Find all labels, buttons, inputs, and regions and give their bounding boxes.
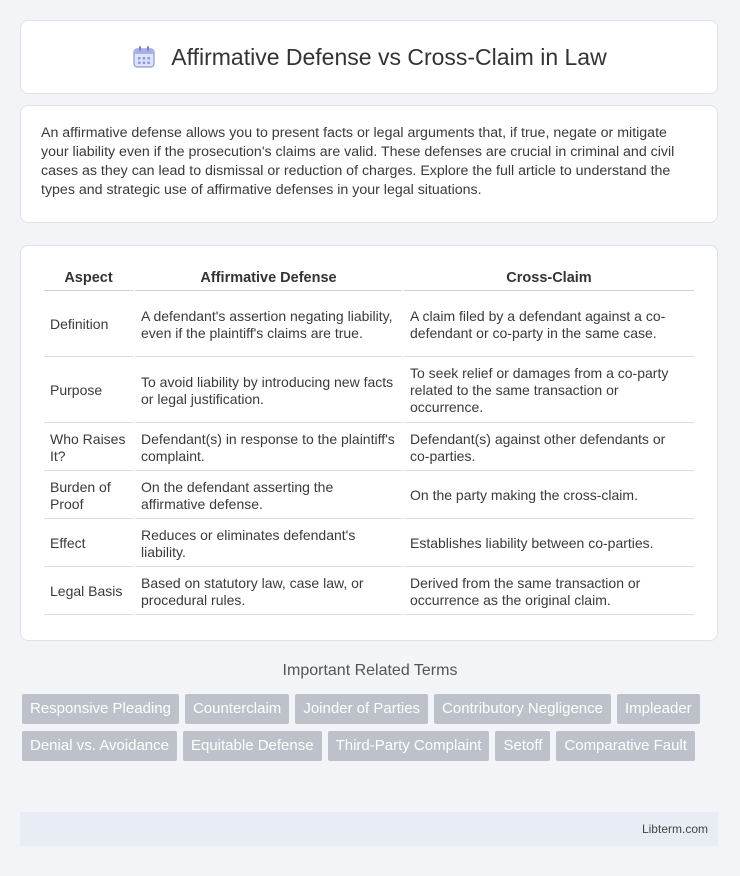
table-cell: Establishes liability between co-parties. [404,521,694,567]
table-cell: Who Raises It? [44,425,133,471]
table-row [44,521,694,567]
table-cell: Definition [44,293,133,357]
related-term-tag[interactable]: Responsive Pleading [22,694,179,724]
table-row [44,473,694,519]
table-cell: A defendant's assertion negating liability, even if the plaintiff's claims are true. [135,293,402,357]
related-term-tag[interactable]: Joinder of Parties [295,694,428,724]
table-cell: Derived from the same transaction or occurrence as the original claim. [404,569,694,615]
related-terms-list [22,694,722,761]
table-header: Aspect [44,266,133,291]
calendar-icon [131,44,157,70]
footer-site-link[interactable]: Libterm.com [641,822,708,836]
table-cell: Defendant(s) in response to the plaintiff's complaint. [135,425,402,471]
page-title: Affirmative Defense vs Cross-Claim in Law [171,43,607,70]
table-row [44,359,694,423]
table-cell: On the defendant asserting the affirmative defense. [135,473,402,519]
related-term-tag[interactable]: Setoff [495,731,550,761]
related-term-tag[interactable]: Third-Party Complaint [328,731,490,761]
table-cell: Reduces or eliminates defendant's liability. [135,521,402,567]
footer [20,812,718,846]
table-cell: To avoid liability by introducing new facts or legal justification. [135,359,402,423]
comparison-table-card [20,245,718,641]
table-cell: Effect [44,521,133,567]
table-row [44,569,694,615]
table-cell: Purpose [44,359,133,423]
header-card [20,20,718,94]
comparison-table [42,264,696,617]
related-term-tag[interactable]: Contributory Negligence [434,694,611,724]
table-cell: On the party making the cross-claim. [404,473,694,519]
related-terms-title: Important Related Terms [282,662,458,679]
table-row [44,425,694,471]
related-term-tag[interactable]: Impleader [617,694,700,724]
table-row [44,293,694,357]
related-term-tag[interactable]: Equitable Defense [183,731,322,761]
related-term-tag[interactable]: Counterclaim [185,694,289,724]
related-term-tag[interactable]: Denial vs. Avoidance [22,731,177,761]
table-cell: To seek relief or damages from a co-party related to the same transaction or occurrence. [404,359,694,423]
table-cell: A claim filed by a defendant against a co-defendant or co-party in the same case. [404,293,694,357]
related-term-tag[interactable]: Comparative Fault [556,731,695,761]
table-header-row [44,266,694,291]
table-cell: Based on statutory law, case law, or procedural rules. [135,569,402,615]
intro-paragraph: An affirmative defense allows you to present facts or legal arguments that, if true, negate or mitigate your liability even if the prosecution's claims are valid. These defenses are crucial in criminal and civil cases as they can lead to dismissal or reduction of charges. Explore the full article to understand the types and strategic use of affirmative defenses in your legal situations. [20,105,718,223]
table-header: Affirmative Defense [135,266,402,291]
table-cell: Defendant(s) against other defendants or co-parties. [404,425,694,471]
table-cell: Burden of Proof [44,473,133,519]
table-header: Cross-Claim [404,266,694,291]
table-cell: Legal Basis [44,569,133,615]
